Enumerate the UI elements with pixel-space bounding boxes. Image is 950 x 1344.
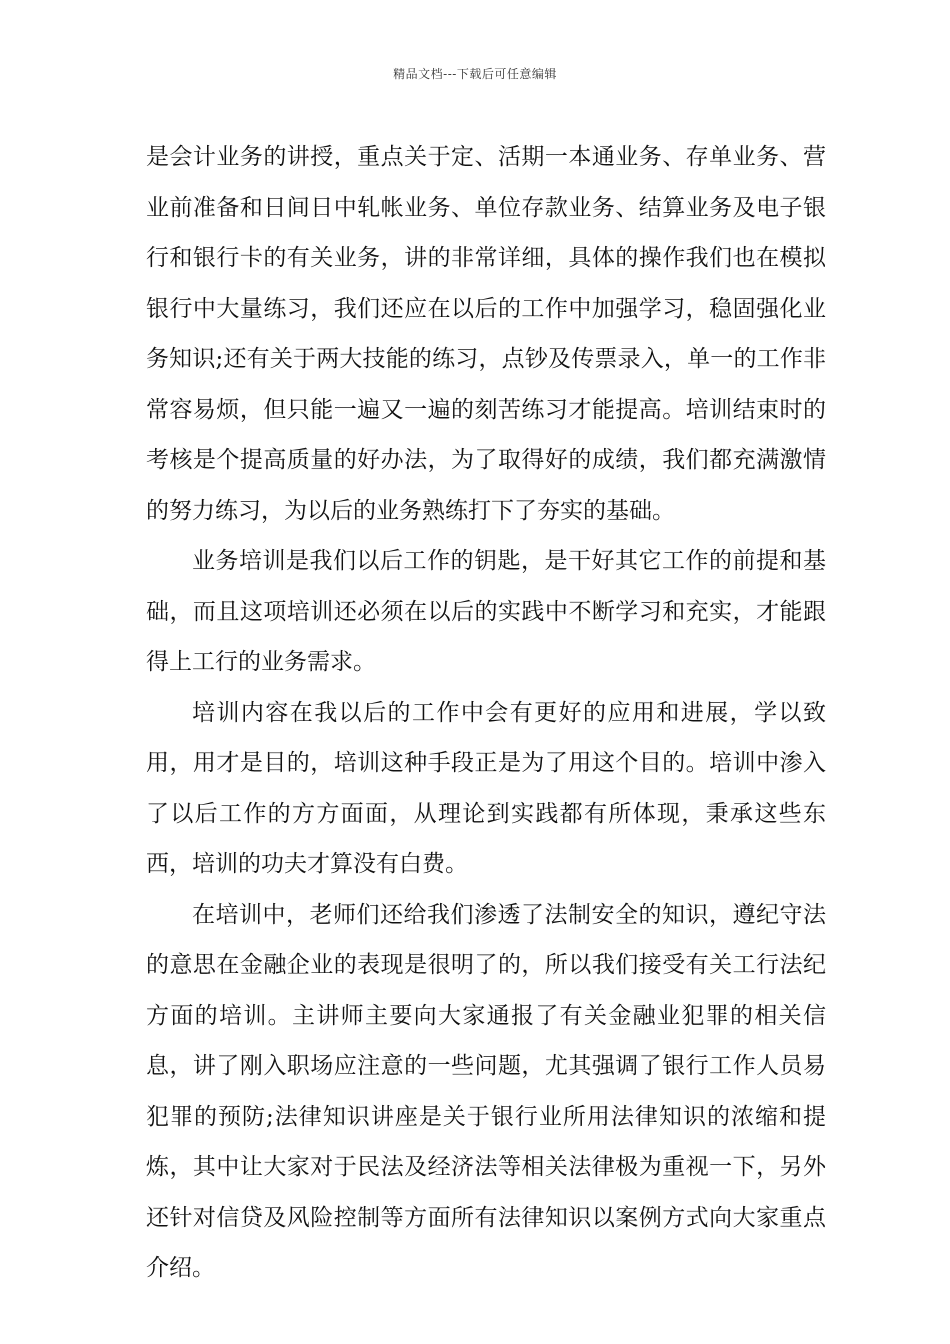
page-header: 精品文档---下载后可任意编辑	[393, 67, 557, 81]
paragraph-1: 是会计业务的讲授，重点关于定、活期一本通业务、存单业务、营业前准备和日间日中轧帐业务、单位存款业务、结算业务及电子银行和银行卡的有关业务，讲的非常详细，具体的操作我们也在模拟银行中大量练习，我们还应在以后的工作中加强学习，稳固强化业务知识;还有关于两大技能的练习，点钞及传票录入，单一的工作非常容易烦，但只能一遍又一遍的刻苦练习才能提高。培训结束时的考核是个提高质量的好办法，为了取得好的成绩，我们都充满激情的努力练习，为以后的业务熟练打下了夯实的基础。	[146, 144, 826, 524]
document-body	[146, 132, 826, 1294]
paragraph-3: 培训内容在我以后的工作中会有更好的应用和进展，学以致用，用才是目的，培训这种手段正是为了用这个目的。培训中渗入了以后工作的方方面面，从理论到实践都有所体现，秉承这些东西，培训的功夫才算没有白费。	[146, 699, 826, 877]
paragraph-4: 在培训中，老师们还给我们渗透了法制安全的知识，遵纪守法的意思在金融企业的表现是很明了的，所以我们接受有关工行法纪方面的培训。主讲师主要向大家通报了有关金融业犯罪的相关信息，讲了刚入职场应注意的一些问题，尤其强调了银行工作人员易犯罪的预防;法律知识讲座是关于银行业所用法律知识的浓缩和提炼，其中让大家对于民法及经济法等相关法律极为重视一下，另外还针对信贷及风险控制等方面所有法律知识以案例方式向大家重点介绍。	[146, 901, 826, 1281]
paragraph-2: 业务培训是我们以后工作的钥匙，是干好其它工作的前提和基础，而且这项培训还必须在以后的实践中不断学习和充实，才能跟得上工行的业务需求。	[146, 548, 826, 675]
